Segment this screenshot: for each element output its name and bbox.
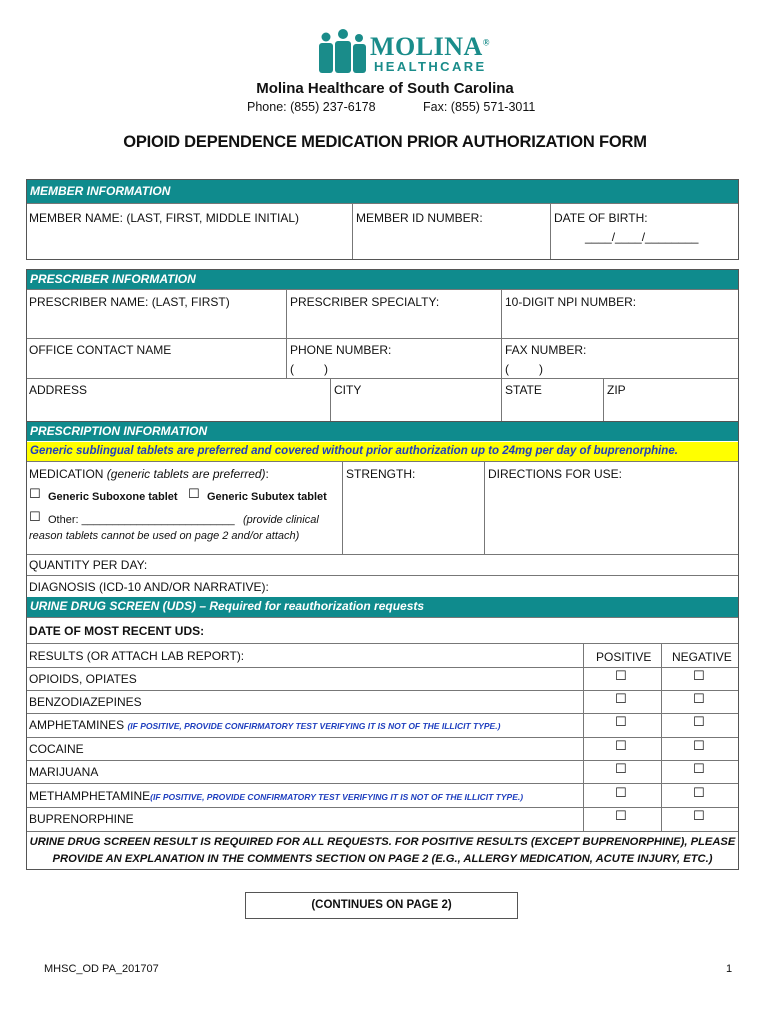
fax-number-field[interactable]: FAX NUMBER: (505, 343, 587, 357)
marijuana-positive-checkbox[interactable]: ☐ (615, 762, 627, 777)
buprenorphine-positive-checkbox[interactable]: ☐ (615, 809, 627, 824)
state-field[interactable]: STATE (505, 383, 542, 397)
city-field[interactable]: CITY (334, 383, 362, 397)
prescriber-name-field[interactable]: PRESCRIBER NAME: (LAST, FIRST) (29, 295, 230, 309)
prescriber-section-header: PRESCRIBER INFORMATION (27, 270, 738, 289)
amphetamines-positive-checkbox[interactable]: ☐ (615, 715, 627, 730)
member-dob-blank[interactable]: ____/____/________ (585, 230, 699, 244)
zip-field[interactable]: ZIP (607, 383, 626, 397)
fax-area-code[interactable]: ( ) (505, 362, 543, 376)
quantity-field[interactable]: QUANTITY PER DAY: (29, 558, 148, 572)
diagnosis-field[interactable]: DIAGNOSIS (ICD-10 AND/OR NARRATIVE): (29, 580, 269, 594)
methamphetamine-negative-checkbox[interactable]: ☐ (693, 786, 705, 801)
methamphetamine-note: (IF POSITIVE, PROVIDE CONFIRMATORY TEST VERIFYING IT IS NOT OF THE ILLICIT TYPE.) (150, 792, 524, 802)
office-contact-field[interactable]: OFFICE CONTACT NAME (29, 343, 172, 357)
directions-field[interactable]: DIRECTIONS FOR USE: (488, 467, 623, 481)
opioids-negative-checkbox[interactable]: ☐ (693, 669, 705, 684)
member-name-field[interactable]: MEMBER NAME: (LAST, FIRST, MIDDLE INITIAL) (29, 211, 300, 225)
phone-number-field[interactable]: PHONE NUMBER: (290, 343, 392, 357)
member-dob-field[interactable]: DATE OF BIRTH: (554, 211, 648, 225)
uds-requirement-note: URINE DRUG SCREEN RESULT IS REQUIRED FOR ALL REQUESTS. FOR POSITIVE RESULTS (EXCEPT BUPRENORPHINE), PLEASE PROVIDE AN EXPLANATION IN THE COMMENTS SECTION ON PAGE 2 (E.G., ALLERGY MEDICATION, ACUTE INJURY, ETC.) (29, 836, 736, 865)
results-label: RESULTS (OR ATTACH LAB REPORT): (29, 649, 245, 663)
medication-label: MEDICATION (generic tablets are preferred): (29, 467, 269, 481)
form-title: OPIOID DEPENDENCE MEDICATION PRIOR AUTHORIZATION FORM (123, 133, 647, 151)
fax-number: Fax: (855) 571-3011 (423, 100, 536, 114)
negative-column-header: NEGATIVE (672, 650, 732, 664)
uds-row-benzodiazepines: BENZODIAZEPINES (29, 695, 142, 709)
phone-area-code[interactable]: ( ) (290, 362, 328, 376)
phone-number: Phone: (855) 237-6178 (247, 100, 376, 114)
positive-column-header: POSITIVE (596, 650, 652, 664)
continues-on-page-2: (CONTINUES ON PAGE 2) (245, 892, 518, 919)
marijuana-negative-checkbox[interactable]: ☐ (693, 762, 705, 777)
cocaine-positive-checkbox[interactable]: ☐ (615, 739, 627, 754)
uds-date-field[interactable]: DATE OF MOST RECENT UDS: (29, 624, 205, 638)
cocaine-negative-checkbox[interactable]: ☐ (693, 739, 705, 754)
uds-row-marijuana: MARIJUANA (29, 765, 99, 779)
other-note: (provide clinical (243, 514, 319, 526)
other-option[interactable]: Other: _________________________ (48, 514, 235, 526)
buprenorphine-negative-checkbox[interactable]: ☐ (693, 809, 705, 824)
amphetamines-negative-checkbox[interactable]: ☐ (693, 715, 705, 730)
methamphetamine-positive-checkbox[interactable]: ☐ (615, 786, 627, 801)
prescription-section-header: PRESCRIPTION INFORMATION (27, 422, 738, 441)
prescriber-specialty-field[interactable]: PRESCRIBER SPECIALTY: (290, 295, 440, 309)
amphetamines-note: (IF POSITIVE, PROVIDE CONFIRMATORY TEST VERIFYING IT IS NOT OF THE ILLICIT TYPE.) (127, 721, 501, 731)
page-number: 1 (726, 963, 733, 975)
opioids-positive-checkbox[interactable]: ☐ (615, 669, 627, 684)
uds-row-opioids: OPIOIDS, OPIATES (29, 672, 137, 686)
uds-row-buprenorphine: BUPRENORPHINE (29, 812, 134, 826)
org-name: Molina Healthcare of South Carolina (256, 80, 514, 97)
coverage-notice: Generic sublingual tablets are preferred and covered without prior authorization up to 24mg per day of buprenorphine. (27, 442, 738, 461)
strength-field[interactable]: STRENGTH: (346, 467, 416, 481)
logo-word-healthcare: HEALTHCARE (374, 59, 487, 74)
form-code: MHSC_OD PA_201707 (44, 963, 159, 975)
benzodiazepines-positive-checkbox[interactable]: ☐ (615, 692, 627, 707)
address-field[interactable]: ADDRESS (29, 383, 88, 397)
uds-row-amphetamines: AMPHETAMINES (IF POSITIVE, PROVIDE CONFIRMATORY TEST VERIFYING IT IS NOT OF THE ILLICIT TYPE.) (29, 718, 501, 732)
other-note-cont: reason tablets cannot be used on page 2 and/or attach) (29, 530, 300, 542)
uds-section-header: URINE DRUG SCREEN (UDS) – Required for reauthorization requests (27, 597, 738, 617)
npi-number-field[interactable]: 10-DIGIT NPI NUMBER: (505, 295, 637, 309)
subutex-checkbox[interactable]: ☐ (188, 487, 200, 502)
member-id-field[interactable]: MEMBER ID NUMBER: (356, 211, 483, 225)
suboxone-checkbox[interactable]: ☐ (29, 487, 41, 502)
benzodiazepines-negative-checkbox[interactable]: ☐ (693, 692, 705, 707)
suboxone-option: Generic Suboxone tablet (48, 491, 178, 503)
subutex-option: Generic Subutex tablet (207, 491, 327, 503)
molina-logo (316, 28, 491, 76)
family-figures-icon (316, 28, 372, 74)
other-checkbox[interactable]: ☐ (29, 510, 41, 525)
member-section-header: MEMBER INFORMATION (27, 180, 738, 203)
uds-row-cocaine: COCAINE (29, 742, 84, 756)
uds-row-methamphetamine: METHAMPHETAMINE(IF POSITIVE, PROVIDE CONFIRMATORY TEST VERIFYING IT IS NOT OF THE ILLICIT TYPE.) (29, 789, 524, 803)
logo-word-molina: MOLINA® (370, 32, 491, 61)
